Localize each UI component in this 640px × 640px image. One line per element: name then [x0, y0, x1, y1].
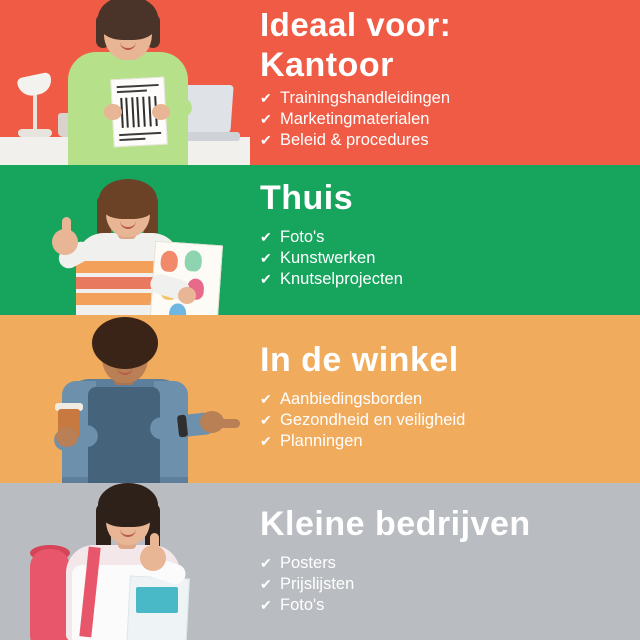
- bullet-label: Aanbiedingsborden: [280, 390, 423, 408]
- list-item: [260, 227, 640, 248]
- thumb-icon: [150, 533, 159, 551]
- bullet-label: Marketingmaterialen: [280, 110, 430, 128]
- list-item: [260, 595, 640, 616]
- check-icon: ✔: [260, 90, 272, 106]
- office-woman-hair: [98, 0, 158, 40]
- section-office: [0, 0, 640, 165]
- bullet-list-small-business: [260, 553, 640, 616]
- check-icon: ✔: [260, 229, 272, 245]
- check-icon: ✔: [260, 271, 272, 287]
- bullet-list-home: [260, 227, 640, 290]
- store-text-block: [250, 315, 640, 452]
- home-photo: [0, 165, 250, 315]
- check-icon: ✔: [260, 597, 272, 613]
- section-small-business: [0, 483, 640, 640]
- apron: [88, 387, 160, 483]
- small-business-photo: [0, 483, 250, 640]
- check-icon: ✔: [260, 555, 272, 571]
- smile: [120, 527, 136, 537]
- girl-hand-right: [178, 287, 196, 304]
- handprint: [168, 303, 186, 315]
- desk-lamp-pole: [33, 91, 37, 131]
- store-woman-hand-left: [56, 427, 78, 447]
- heading-store: In de winkel: [260, 341, 459, 379]
- heading-office: Kantoor: [260, 46, 394, 84]
- section-store: [0, 315, 640, 483]
- thumb-icon: [62, 217, 71, 235]
- office-text-block: [250, 0, 640, 151]
- list-item: [260, 553, 640, 574]
- bag-label: [136, 587, 178, 613]
- list-item: [260, 269, 640, 290]
- smile: [120, 40, 136, 50]
- smile: [120, 219, 136, 229]
- bullet-list-store: [260, 389, 640, 452]
- bullet-label: Kunstwerken: [280, 249, 376, 267]
- girl-hair: [99, 179, 157, 219]
- bullet-label: Planningen: [280, 432, 363, 450]
- list-item: [260, 389, 640, 410]
- home-text-block: [250, 165, 640, 290]
- business-woman-hair: [98, 483, 158, 527]
- bullet-label: Gezondheid en veiligheid: [280, 411, 466, 429]
- check-icon: ✔: [260, 391, 272, 407]
- list-item: [260, 88, 640, 109]
- section-home: [0, 165, 640, 315]
- office-woman-hand-right: [152, 104, 170, 120]
- heading-small-business: Kleine bedrijven: [260, 505, 531, 543]
- check-icon: ✔: [260, 576, 272, 592]
- heading-home: Thuis: [260, 179, 354, 217]
- store-photo: [0, 315, 250, 483]
- bullet-label: Foto's: [280, 596, 325, 614]
- poster-title: Ideaal voor:: [260, 6, 452, 43]
- office-photo: [0, 0, 250, 165]
- list-item: [260, 431, 640, 452]
- check-icon: ✔: [260, 250, 272, 266]
- bullet-label: Foto's: [280, 228, 325, 246]
- desk-lamp-shade: [16, 72, 53, 99]
- store-woman-hair: [92, 317, 158, 369]
- yoga-mat: [30, 549, 70, 640]
- bullet-label: Posters: [280, 554, 336, 572]
- check-icon: ✔: [260, 433, 272, 449]
- list-item: [260, 410, 640, 431]
- list-item: [260, 130, 640, 151]
- list-item: [260, 574, 640, 595]
- handprint: [184, 250, 202, 272]
- list-item: [260, 109, 640, 130]
- list-item: [260, 248, 640, 269]
- check-icon: ✔: [260, 111, 272, 127]
- check-icon: ✔: [260, 132, 272, 148]
- bullet-label: Beleid & procedures: [280, 131, 429, 149]
- bullet-list-office: [260, 88, 640, 151]
- bullet-label: Prijslijsten: [280, 575, 355, 593]
- small-business-text-block: [250, 483, 640, 616]
- office-woman-hand-left: [104, 104, 122, 120]
- handprint: [160, 250, 178, 272]
- bullet-label: Knutselprojecten: [280, 270, 403, 288]
- pointing-finger: [218, 419, 240, 428]
- check-icon: ✔: [260, 412, 272, 428]
- bullet-label: Trainingshandleidingen: [280, 89, 451, 107]
